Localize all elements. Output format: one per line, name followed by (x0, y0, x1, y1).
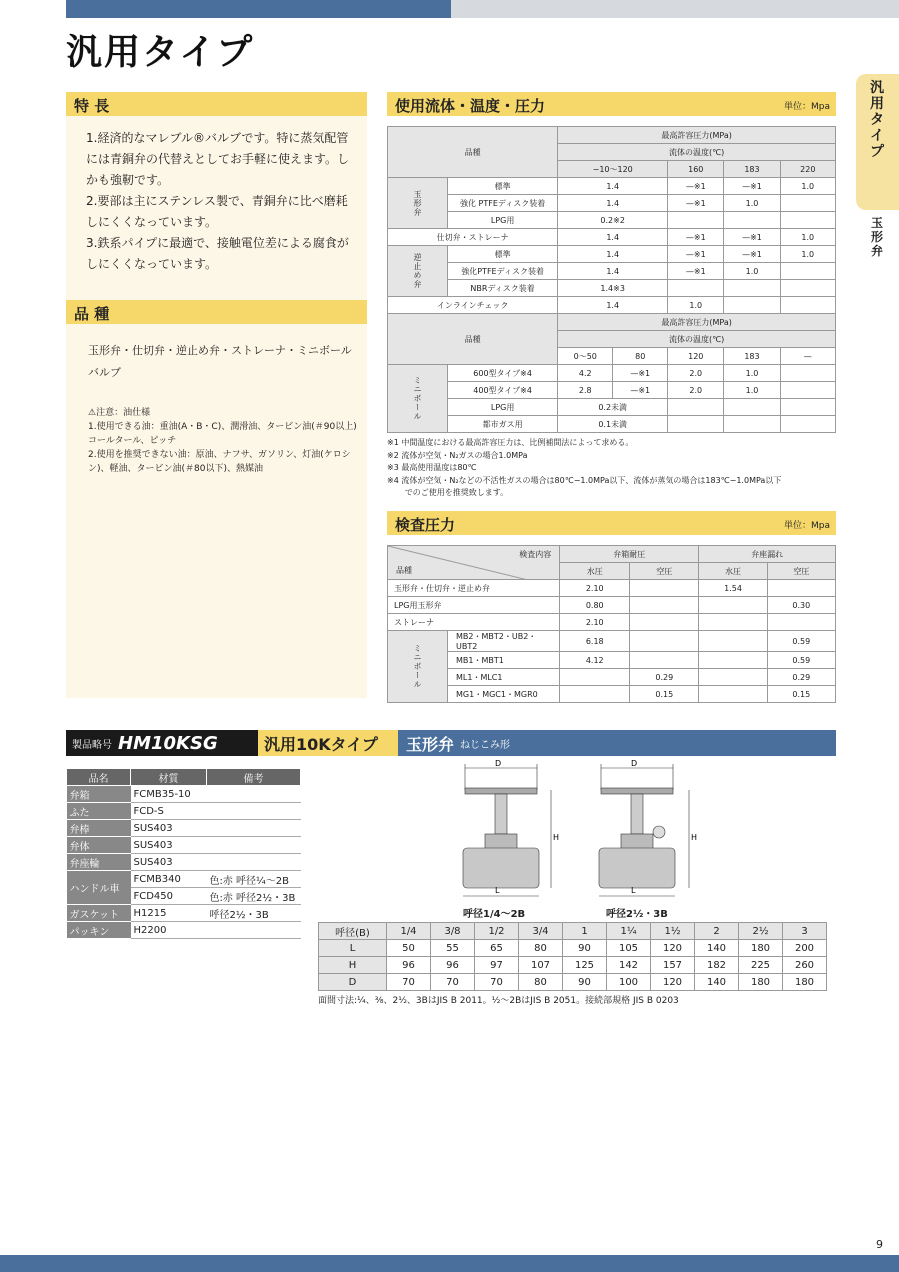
dim-cell: 80 (519, 940, 563, 957)
col-header: 材質 (131, 769, 207, 786)
dim-header: 2½ (739, 923, 783, 940)
table-cell: —※1 (668, 195, 724, 212)
page-title: 汎用タイプ (66, 32, 255, 73)
dim-row-label: L (319, 940, 387, 957)
part-name: 弁棒 (67, 820, 131, 837)
part-material: SUS403 (131, 837, 207, 854)
temp-header: — (780, 348, 835, 365)
table-cell: —※1 (668, 246, 724, 263)
dim-header: 3/8 (431, 923, 475, 940)
temp-header: 183 (724, 161, 780, 178)
part-name: 弁箱 (67, 786, 131, 803)
product-code-label: 製品略号 (72, 739, 112, 751)
temp-header: 80 (613, 348, 668, 365)
part-remark (207, 854, 301, 871)
table-cell (780, 212, 835, 229)
dim-row-label: D (319, 974, 387, 991)
table-cell (724, 297, 780, 314)
col-header: 水圧 (699, 563, 767, 580)
note-item: ※3 最高使用温度は80℃ (387, 463, 477, 472)
product-code-box (66, 730, 258, 756)
table-cell (699, 597, 767, 614)
product-type: 汎用10Kタイプ (258, 730, 398, 756)
materials-table (66, 768, 301, 939)
part-name: パッキン (67, 922, 131, 939)
table-cell: —※1 (724, 229, 780, 246)
table-cell (724, 212, 780, 229)
col-header: 最高許容圧力(MPa) (558, 127, 836, 144)
part-remark: 色:赤 呼径2½・3B (207, 888, 301, 905)
dim-cell: 96 (431, 957, 475, 974)
table-cell: 0.80 (560, 597, 630, 614)
part-material: FCMB340 (131, 871, 207, 888)
dim-cell: 157 (651, 957, 695, 974)
dim-cell: 70 (475, 974, 519, 991)
page-number: 9 (876, 1238, 883, 1251)
temp-header: −10〜120 (558, 161, 668, 178)
table-cell: LPG用玉形弁 (388, 597, 560, 614)
valve-drawing-large (597, 760, 707, 905)
table-cell: 強化 PTFEディスク装着 (448, 195, 558, 212)
dim-cell: 90 (563, 974, 607, 991)
dim-cell: 225 (739, 957, 783, 974)
table-cell (780, 382, 835, 399)
dim-l-label: L (495, 886, 500, 895)
part-name: ガスケット (67, 905, 131, 922)
dim-header: 1½ (651, 923, 695, 940)
col-header: 弁箱耐圧 (560, 546, 699, 563)
table-cell (780, 297, 835, 314)
group-label: 逆止め弁 (388, 246, 448, 297)
fluid-notes (387, 437, 836, 500)
drawing-caption-small: 呼径1/4〜2B (463, 909, 526, 920)
table-cell (780, 280, 835, 297)
table-cell: 2.0 (668, 382, 724, 399)
table-cell: 1.0 (780, 246, 835, 263)
dim-header: 3/4 (519, 923, 563, 940)
dim-l-label: L (631, 886, 636, 895)
table-cell: MB2・MBT2・UB2・UBT2 (448, 631, 560, 652)
fluid-heading (387, 92, 836, 116)
table-cell (780, 195, 835, 212)
col-header: 品種 (388, 127, 558, 178)
table-cell (668, 416, 724, 433)
col-header: 品名 (67, 769, 131, 786)
table-cell (699, 669, 767, 686)
table-cell: —※1 (724, 178, 780, 195)
table-cell: MG1・MGC1・MGR0 (448, 686, 560, 703)
product-kind: 玉形弁 (406, 734, 455, 754)
table-cell: 都市ガス用 (448, 416, 558, 433)
table-cell: 0.29 (630, 669, 699, 686)
dimensions-note: 面間寸法:¼、⅜、2½、3BはJIS B 2011。½〜2BはJIS B 2051。接続部規格 JIS B 0203 (318, 996, 679, 1006)
table-cell (630, 580, 699, 597)
temp-header: 160 (668, 161, 724, 178)
dim-cell: 100 (607, 974, 651, 991)
table-cell: 400型タイプ※4 (448, 382, 558, 399)
feature-item: 2.要部は主にステンレス製で、青銅弁に比べ磨耗しにくくなっています。 (86, 194, 348, 229)
temp-header: 120 (668, 348, 724, 365)
inspection-table (387, 545, 836, 703)
table-cell (630, 652, 699, 669)
table-cell: ストレーナ (388, 614, 560, 631)
table-cell (560, 686, 630, 703)
dim-cell: 182 (695, 957, 739, 974)
part-name: ふた (67, 803, 131, 820)
table-cell (724, 280, 780, 297)
fluid-heading-text: 使用流体・温度・圧力 (395, 97, 546, 115)
dim-cell: 140 (695, 974, 739, 991)
table-cell: 1.4※3 (558, 280, 668, 297)
temp-header: 183 (724, 348, 780, 365)
table-cell: LPG用 (448, 212, 558, 229)
table-cell: 1.0 (780, 229, 835, 246)
note-item: ※1 中間温度における最高許容圧力は、比例補間法によって求める。 (387, 438, 634, 447)
col-header: 最高許容圧力(MPa) (558, 314, 836, 331)
top-bar-accent (66, 0, 451, 18)
caution-item: 1.使用できる油：重油(A・B・C)、潤滑油、タービン油(＃90以上)コールタール、ピッチ (88, 422, 357, 446)
table-cell: 玉形弁・仕切弁・逆止め弁 (388, 580, 560, 597)
feature-item: 1.経済的なマレブル®バルブです。特に蒸気配管には青銅弁の代替えとしてお手軽に使えます。しかも強靭です。 (86, 131, 350, 187)
dim-cell: 90 (563, 940, 607, 957)
table-cell: MB1・MBT1 (448, 652, 560, 669)
table-cell: 1.0 (780, 178, 835, 195)
table-cell: 1.4 (558, 229, 668, 246)
dim-h-label: H (691, 833, 698, 842)
table-cell: 1.54 (699, 580, 767, 597)
note-item: ※4 流体が空気・N₂などの不活性ガスの場合は80℃−1.0MPa以下、流体が蒸気の場合は183℃−1.0MPa以下 (387, 475, 782, 485)
table-cell: 4.2 (558, 365, 613, 382)
table-cell (767, 580, 835, 597)
side-sub-label: 玉形弁 (870, 216, 883, 258)
part-remark (207, 922, 301, 939)
inspection-heading (387, 511, 836, 535)
table-cell: 1.4 (558, 178, 668, 195)
inspection-section (387, 511, 836, 703)
table-cell (724, 399, 780, 416)
table-cell: 1.0 (724, 382, 780, 399)
dim-cell: 105 (607, 940, 651, 957)
table-cell: 2.0 (668, 365, 724, 382)
part-remark (207, 803, 301, 820)
table-cell: 600型タイプ※4 (448, 365, 558, 382)
group-label: ミニボール (388, 631, 448, 703)
product-bar (66, 730, 836, 756)
dim-cell: 180 (783, 974, 827, 991)
table-cell (780, 365, 835, 382)
dim-cell: 97 (475, 957, 519, 974)
dim-h-label: H (553, 833, 560, 842)
dim-cell: 55 (431, 940, 475, 957)
dim-cell: 125 (563, 957, 607, 974)
dim-cell: 70 (387, 974, 431, 991)
caution-block (66, 384, 367, 476)
table-cell: 2.10 (560, 580, 630, 597)
dim-cell: 107 (519, 957, 563, 974)
table-cell: 2.8 (558, 382, 613, 399)
table-cell: ML1・MLC1 (448, 669, 560, 686)
table-cell: 0.2※2 (558, 212, 668, 229)
col-header: 品種 (388, 314, 558, 365)
bottom-bar (0, 1255, 899, 1272)
inspection-heading-text: 検査圧力 (395, 516, 456, 534)
fluid-table (387, 126, 836, 433)
table-cell: 1.4 (558, 297, 668, 314)
table-cell (668, 280, 724, 297)
table-cell: —※1 (613, 382, 668, 399)
content-label: 検査内容 (519, 550, 552, 559)
table-cell (560, 669, 630, 686)
dimensions-table (318, 922, 827, 991)
fluid-unit: 単位：Mpa (784, 102, 830, 112)
table-cell (767, 614, 835, 631)
dim-cell: 180 (739, 974, 783, 991)
table-cell: LPG用 (448, 399, 558, 416)
caution-title: ⚠注意：油仕様 (88, 408, 151, 418)
dim-header: 1/4 (387, 923, 431, 940)
table-cell: 4.12 (560, 652, 630, 669)
col-header: 空圧 (767, 563, 835, 580)
table-cell (699, 652, 767, 669)
table-cell (630, 631, 699, 652)
part-remark (207, 786, 301, 803)
col-header: 水圧 (560, 563, 630, 580)
part-material: FCD450 (131, 888, 207, 905)
drawing-caption-large: 呼径2½・3B (606, 909, 668, 920)
table-cell (780, 399, 835, 416)
col-header: 備考 (207, 769, 301, 786)
dim-d-label: D (495, 760, 502, 768)
table-cell: 強化PTFEディスク装着 (448, 263, 558, 280)
kinds-heading: 品 種 (66, 300, 367, 324)
dim-cell: 120 (651, 940, 695, 957)
features-heading: 特 長 (66, 92, 367, 116)
fluid-section (387, 92, 836, 500)
table-cell: インラインチェック (388, 297, 558, 314)
dim-cell: 260 (783, 957, 827, 974)
table-cell: 1.4 (558, 263, 668, 280)
group-label: 玉形弁 (388, 178, 448, 229)
dim-cell: 96 (387, 957, 431, 974)
dim-header: 呼径(B) (319, 923, 387, 940)
col-header: 流体の温度(℃) (558, 331, 836, 348)
dim-header: 2 (695, 923, 739, 940)
diagonal-header (388, 546, 560, 580)
dim-cell: 180 (739, 940, 783, 957)
part-name: ハンドル車 (67, 871, 131, 905)
part-name: 弁座輪 (67, 854, 131, 871)
table-cell (668, 212, 724, 229)
part-remark: 色:赤 呼径¼〜2B (207, 871, 301, 888)
table-cell: —※1 (613, 365, 668, 382)
temp-header: 220 (780, 161, 835, 178)
dim-header: 1 (563, 923, 607, 940)
table-cell: —※1 (668, 229, 724, 246)
col-header: 流体の温度(℃) (558, 144, 836, 161)
table-cell: 1.0 (668, 297, 724, 314)
note-item: ※2 流体が空気・N₂ガスの場合1.0MPa (387, 450, 528, 460)
table-cell (668, 399, 724, 416)
dim-cell: 140 (695, 940, 739, 957)
table-cell: 標準 (448, 178, 558, 195)
table-cell: 1.4 (558, 246, 668, 263)
product-kind-box (398, 730, 836, 756)
feature-item: 3.鉄系パイプに最適で、接触電位差による腐食がしにくくなっています。 (86, 236, 349, 271)
kind-label: 品種 (396, 566, 412, 575)
table-cell: 0.1未満 (558, 416, 668, 433)
part-material: FCMB35-10 (131, 786, 207, 803)
feature-panel (66, 92, 367, 698)
table-cell: 仕切弁・ストレーナ (388, 229, 558, 246)
side-tab-label: 汎用タイプ (870, 80, 884, 160)
table-cell: —※1 (668, 178, 724, 195)
table-cell (699, 686, 767, 703)
table-cell: 0.2未満 (558, 399, 668, 416)
dim-cell: 70 (431, 974, 475, 991)
table-cell: 1.0 (724, 365, 780, 382)
dim-cell: 80 (519, 974, 563, 991)
part-material: SUS403 (131, 820, 207, 837)
table-cell: 標準 (448, 246, 558, 263)
product-kind-sub: ねじこみ形 (460, 739, 511, 751)
table-cell: —※1 (668, 263, 724, 280)
table-cell (630, 614, 699, 631)
col-header: 弁座漏れ (699, 546, 836, 563)
dim-cell: 200 (783, 940, 827, 957)
features-list (66, 116, 367, 275)
dim-d-label: D (631, 760, 638, 768)
part-remark (207, 820, 301, 837)
dim-cell: 50 (387, 940, 431, 957)
table-cell: 1.0 (724, 263, 780, 280)
part-material: H1215 (131, 905, 207, 922)
table-cell (699, 631, 767, 652)
group-label: ミニボール (388, 365, 448, 433)
part-name: 弁体 (67, 837, 131, 854)
table-cell (699, 614, 767, 631)
table-cell: 0.15 (767, 686, 835, 703)
dim-header: 1¼ (607, 923, 651, 940)
product-code: HM10KSG (118, 732, 218, 754)
table-cell (780, 263, 835, 280)
dim-cell: 142 (607, 957, 651, 974)
table-cell: NBRディスク装着 (448, 280, 558, 297)
table-cell: —※1 (724, 246, 780, 263)
caution-item: 2.使用を推奨できない油：原油、ナフサ、ガソリン、灯油(ケロシン)、軽油、タービン油(＃80以下)、熱媒油 (88, 450, 351, 474)
dim-header: 1/2 (475, 923, 519, 940)
temp-header: 0〜50 (558, 348, 613, 365)
table-cell: 0.15 (630, 686, 699, 703)
part-remark: 呼径2½・3B (207, 905, 301, 922)
kinds-text: 玉形弁・仕切弁・逆止め弁・ストレーナ・ミニボールバルブ (88, 344, 352, 379)
col-header: 空圧 (630, 563, 699, 580)
table-cell: 1.4 (558, 195, 668, 212)
table-cell (780, 416, 835, 433)
dim-header: 3 (783, 923, 827, 940)
part-material: H2200 (131, 922, 207, 939)
table-cell: 6.18 (560, 631, 630, 652)
valve-drawing-small (455, 760, 575, 905)
dim-cell: 65 (475, 940, 519, 957)
part-remark (207, 837, 301, 854)
table-cell: 1.0 (724, 195, 780, 212)
top-bar-rule (451, 0, 899, 18)
inspection-unit: 単位：Mpa (784, 521, 830, 531)
table-cell: 2.10 (560, 614, 630, 631)
part-material: SUS403 (131, 854, 207, 871)
table-cell (724, 416, 780, 433)
table-cell: 0.30 (767, 597, 835, 614)
table-cell: 0.29 (767, 669, 835, 686)
table-cell: 0.59 (767, 652, 835, 669)
table-cell: 0.59 (767, 631, 835, 652)
note-item: でのご使用を推奨致します。 (387, 488, 509, 497)
dim-cell: 120 (651, 974, 695, 991)
part-material: FCD-S (131, 803, 207, 820)
table-cell (630, 597, 699, 614)
dim-row-label: H (319, 957, 387, 974)
